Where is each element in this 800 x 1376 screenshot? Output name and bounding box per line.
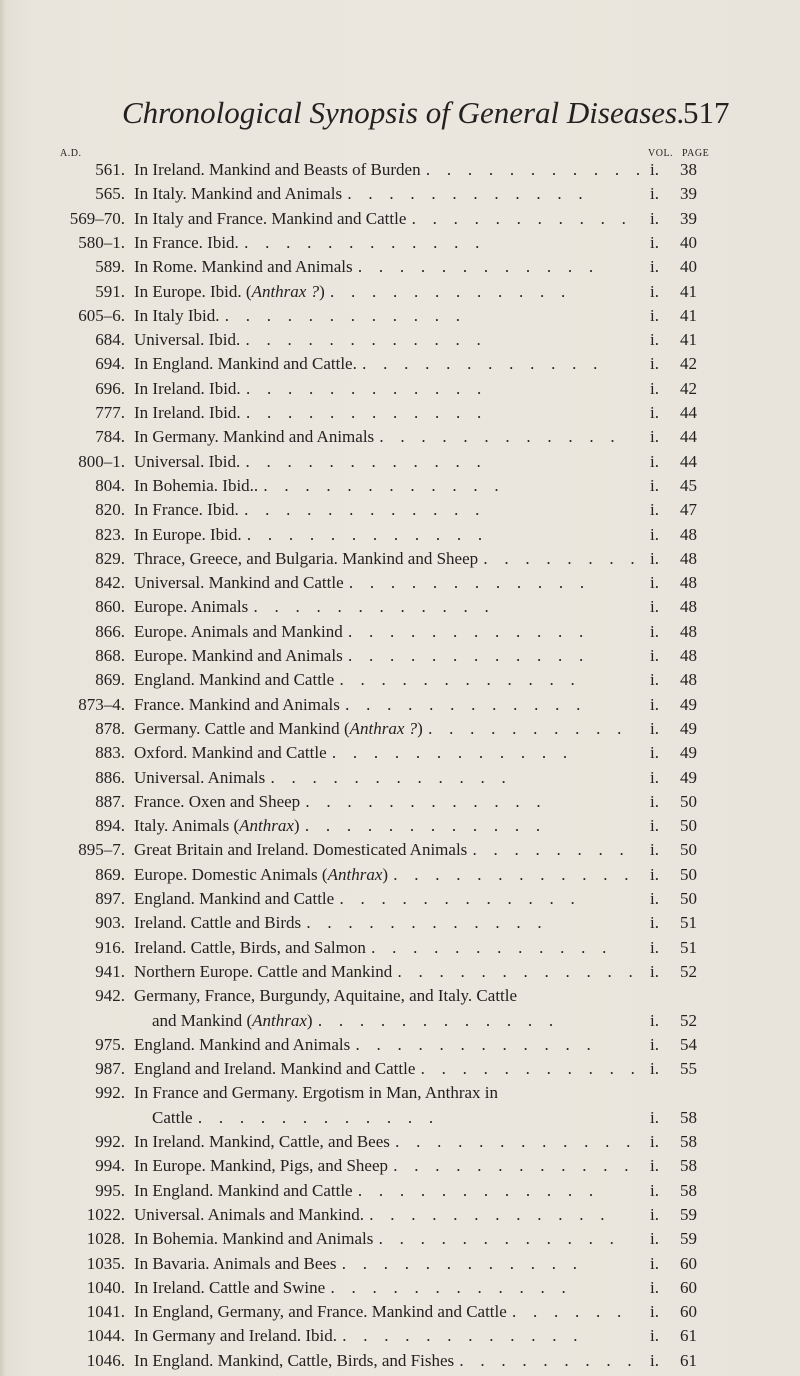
entry-volume: i.: [650, 743, 659, 763]
entry-page: 50: [680, 816, 697, 836]
entry-description: In Italy Ibid. . .: [134, 304, 639, 328]
entry-description: In Germany and Ireland. Ibid. . .: [134, 1324, 639, 1348]
table-row: [0, 693, 800, 717]
table-row: [0, 280, 800, 304]
table-row: [0, 911, 800, 935]
entry-page: 48: [680, 646, 697, 665]
entry-description: Italy. Animals (Anthrax) . .: [134, 814, 639, 838]
entry-year: 696.: [95, 378, 125, 398]
entry-year: 1041.: [86, 1302, 125, 1322]
entry-page: 38: [680, 160, 697, 179]
entry-year: 804.: [95, 475, 125, 495]
table-row: [0, 450, 800, 474]
entry-year: 591.: [95, 281, 125, 301]
entry-description: and Mankind (Anthrax) . .: [152, 1009, 657, 1033]
entry-page: 60: [680, 1277, 697, 1297]
entry-year: 992.: [95, 1132, 125, 1151]
table-row: [0, 474, 800, 498]
entry-page: 42: [680, 354, 697, 374]
entry-volume: i.: [650, 1302, 659, 1322]
entry-year: 561.: [95, 160, 125, 179]
table-row: [0, 863, 800, 887]
entry-year: 894.: [95, 816, 125, 836]
entry-volume: i.: [650, 1180, 659, 1200]
table-row: [0, 984, 800, 1008]
entry-volume: i.: [650, 1156, 659, 1176]
entry-year: 873–4.: [78, 694, 125, 714]
entry-year: 994.: [95, 1156, 125, 1176]
entry-volume: i.: [650, 354, 659, 374]
entry-page: 44: [680, 403, 697, 422]
entry-year: 868.: [95, 646, 125, 665]
table-row: [0, 547, 800, 571]
entry-page: 52: [680, 1010, 697, 1030]
entry-description: In France. Ibid. . .: [134, 231, 639, 255]
entry-description: Oxford. Mankind and Cattle . .: [134, 741, 639, 765]
entry-description: In Italy. Mankind and Animals . .: [134, 182, 639, 206]
entry-description: In France. Ibid. . .: [134, 498, 639, 522]
entry-volume: i.: [650, 281, 659, 301]
entry-description: Ireland. Cattle and Birds . .: [134, 911, 639, 935]
entry-volume: i.: [650, 791, 659, 811]
entry-year: 869.: [95, 864, 125, 884]
running-header: [0, 93, 800, 133]
entry-volume: i.: [650, 718, 659, 738]
entry-page: 48: [680, 548, 697, 568]
entry-description: Ireland. Cattle, Birds, and Salmon . .: [134, 936, 639, 960]
entry-page: 48: [680, 670, 697, 690]
entry-year: 942.: [95, 986, 125, 1006]
entry-page: 58: [680, 1180, 697, 1200]
entry-page: 39: [680, 184, 697, 204]
entry-page: 39: [680, 208, 697, 228]
entry-description: Universal. Ibid. . .: [134, 450, 639, 474]
entry-description: In Bohemia. Ibid.. . .: [134, 474, 639, 498]
entry-page: 48: [680, 597, 697, 617]
entry-page: 45: [680, 475, 697, 495]
entry-description: Europe. Animals . .: [134, 595, 639, 619]
entry-description: In France and Germany. Ergotism in Man, Anthrax in: [134, 1083, 499, 1103]
table-row: [0, 1130, 800, 1154]
entry-volume: i.: [650, 767, 659, 787]
table-row: [0, 1179, 800, 1203]
entry-year: 897.: [95, 889, 125, 908]
entry-page: 44: [680, 451, 697, 471]
entry-page: 48: [680, 573, 697, 593]
entry-year: 1044.: [86, 1326, 125, 1346]
entry-year: 895–7.: [78, 840, 125, 860]
table-row: [0, 790, 800, 814]
entry-year: 842.: [95, 573, 125, 593]
entry-description: Europe. Domestic Animals (Anthrax) . .: [134, 863, 639, 887]
table-row: [0, 255, 800, 279]
entry-volume: i.: [650, 840, 659, 860]
entry-page: 41: [680, 305, 697, 325]
entry-volume: i.: [650, 621, 659, 641]
entry-page: 40: [680, 232, 697, 252]
table-row: [0, 1227, 800, 1251]
table-row: [0, 1349, 800, 1373]
entry-description: Universal. Animals . .: [134, 766, 639, 790]
entry-year: 1035.: [86, 1253, 125, 1273]
entry-page: 42: [680, 378, 697, 398]
table-row: [0, 766, 800, 790]
column-header-page: PAGE: [682, 148, 710, 159]
entry-description: Germany, France, Burgundy, Aquitaine, and Italy. Cattle: [134, 986, 518, 1006]
entry-volume: i.: [650, 864, 659, 884]
entry-volume: i.: [650, 694, 659, 714]
entry-volume: i.: [650, 160, 659, 179]
entry-description: In Ireland. Cattle and Swine . .: [134, 1276, 639, 1300]
entry-volume: i.: [650, 208, 659, 228]
entry-page: 61: [680, 1350, 697, 1370]
entry-description: In Europe. Ibid. . .: [134, 523, 639, 547]
entry-volume: i.: [650, 378, 659, 398]
table-row: [0, 1300, 800, 1324]
entry-description: In Rome. Mankind and Animals . .: [134, 255, 639, 279]
table-row: [0, 1106, 800, 1130]
table-row: [0, 498, 800, 522]
column-header-vol: VOL.: [648, 148, 674, 159]
entry-page: 60: [680, 1253, 697, 1273]
entry-volume: i.: [650, 646, 659, 665]
entry-year: 883.: [95, 743, 125, 763]
table-row: [0, 595, 800, 619]
entry-description: Europe. Animals and Mankind . .: [134, 620, 639, 644]
entry-page: 60: [680, 1302, 697, 1322]
table-row: [0, 717, 800, 741]
entry-year: 694.: [95, 354, 125, 374]
entry-page: 48: [680, 524, 697, 544]
entry-description: England. Mankind and Cattle . .: [134, 668, 639, 692]
table-row: [0, 936, 800, 960]
entry-description: Europe. Mankind and Animals . .: [134, 644, 639, 668]
entry-description: Northern Europe. Cattle and Mankind . .: [134, 960, 639, 984]
entry-volume: i.: [650, 597, 659, 617]
entry-year: 975.: [95, 1034, 125, 1054]
entry-page: 58: [680, 1132, 697, 1151]
entry-page: 58: [680, 1107, 697, 1127]
entry-volume: i.: [650, 913, 659, 933]
entry-year: 869.: [95, 670, 125, 690]
table-row: [0, 523, 800, 547]
entry-year: 784.: [95, 427, 125, 447]
entry-page: 59: [680, 1204, 697, 1224]
entry-page: 49: [680, 718, 697, 738]
entry-volume: i.: [650, 257, 659, 277]
entry-page: 49: [680, 767, 697, 787]
entry-page: 49: [680, 694, 697, 714]
entry-page: 51: [680, 937, 697, 957]
entry-description: Universal. Animals and Mankind. . .: [134, 1203, 639, 1227]
entry-volume: i.: [650, 816, 659, 836]
entry-page: 44: [680, 427, 697, 447]
entry-page: 50: [680, 864, 697, 884]
entry-description: In Germany. Mankind and Animals . .: [134, 425, 639, 449]
table-row: [0, 1324, 800, 1348]
entry-year: 800–1.: [78, 451, 125, 471]
entry-description: In Europe. Ibid. (Anthrax ?) . .: [134, 280, 639, 304]
table-row: [0, 1033, 800, 1057]
entry-volume: i.: [650, 1034, 659, 1054]
table-row: [0, 425, 800, 449]
entry-description: France. Oxen and Sheep . .: [134, 790, 639, 814]
entry-volume: i.: [650, 1229, 659, 1249]
entry-year: 1046.: [86, 1350, 125, 1370]
entry-description: In England. Mankind and Cattle. . .: [134, 352, 639, 376]
entry-volume: i.: [650, 1326, 659, 1346]
entry-volume: i.: [650, 451, 659, 471]
entry-year: 589.: [95, 257, 125, 277]
entry-page: 50: [680, 889, 697, 908]
entry-volume: i.: [650, 937, 659, 957]
entry-year: 569–70.: [69, 208, 125, 228]
entry-year: 823.: [95, 524, 125, 544]
entry-year: 878.: [95, 718, 125, 738]
entry-year: 987.: [95, 1059, 125, 1079]
entry-volume: i.: [650, 524, 659, 544]
entry-description: In England. Mankind, Cattle, Birds, and Fishes . .: [134, 1349, 639, 1373]
entry-page: 47: [680, 500, 697, 520]
entry-page: 51: [680, 913, 697, 933]
entry-volume: i.: [650, 670, 659, 690]
entry-page: 55: [680, 1059, 697, 1079]
entry-year: 860.: [95, 597, 125, 617]
table-row: [0, 1154, 800, 1178]
entry-description: In Ireland. Mankind and Beasts of Burden . .: [134, 158, 639, 182]
table-row: [0, 668, 800, 692]
table-row: [0, 401, 800, 425]
entry-volume: i.: [650, 1204, 659, 1224]
entry-page: 59: [680, 1229, 697, 1249]
entry-volume: i.: [650, 1059, 659, 1079]
entry-page: 50: [680, 791, 697, 811]
entry-volume: i.: [650, 403, 659, 422]
table-row: [0, 207, 800, 231]
entry-description: England. Mankind and Animals . .: [134, 1033, 639, 1057]
table-row: [0, 1203, 800, 1227]
table-row: [0, 887, 800, 911]
header-title: Chronological Synopsis of General Diseases.: [122, 95, 685, 130]
table-row: [0, 1057, 800, 1081]
entry-description: In Ireland. Mankind, Cattle, and Bees . .: [134, 1130, 639, 1154]
entry-volume: i.: [650, 1132, 659, 1151]
entry-page: 41: [680, 281, 697, 301]
entry-volume: i.: [650, 184, 659, 204]
entry-volume: i.: [650, 232, 659, 252]
entry-year: 992.: [95, 1083, 125, 1103]
entry-year: 1028.: [86, 1229, 125, 1249]
entry-year: 605–6.: [78, 305, 125, 325]
entry-year: 866.: [95, 621, 125, 641]
table-row: [0, 741, 800, 765]
table-row: [0, 571, 800, 595]
entry-year: 903.: [95, 913, 125, 933]
entry-year: 820.: [95, 500, 125, 520]
entry-volume: i.: [650, 573, 659, 593]
entry-year: 1040.: [86, 1277, 125, 1297]
entry-year: 684.: [95, 330, 125, 350]
entry-volume: i.: [650, 548, 659, 568]
entry-page: 50: [680, 840, 697, 860]
page-number: 517: [683, 95, 730, 130]
entry-page: 52: [680, 961, 697, 981]
entry-description: In Italy and France. Mankind and Cattle . .: [134, 207, 639, 231]
entry-description: England. Mankind and Cattle . .: [134, 887, 639, 911]
entry-volume: i.: [650, 330, 659, 350]
entry-year: 777.: [95, 403, 125, 422]
table-row: [0, 644, 800, 668]
table-row: [0, 1276, 800, 1300]
entry-year: 580–1.: [78, 232, 125, 252]
table-row: [0, 1252, 800, 1276]
entry-volume: i.: [650, 305, 659, 325]
entry-description: France. Mankind and Animals . .: [134, 693, 639, 717]
entry-page: 61: [680, 1326, 697, 1346]
entry-description: In England. Mankind and Cattle . .: [134, 1179, 639, 1203]
table-row: [0, 620, 800, 644]
entry-year: 887.: [95, 791, 125, 811]
entry-volume: i.: [650, 475, 659, 495]
entry-description: In Europe. Mankind, Pigs, and Sheep . .: [134, 1154, 639, 1178]
entry-page: 41: [680, 330, 697, 350]
entry-description: Cattle . .: [152, 1106, 657, 1130]
entry-year: 941.: [95, 961, 125, 981]
entry-volume: i.: [650, 889, 659, 908]
entry-volume: i.: [650, 427, 659, 447]
entry-description: Germany. Cattle and Mankind (Anthrax ?) . .: [134, 717, 639, 741]
entry-volume: i.: [650, 961, 659, 981]
entry-description: In England, Germany, and France. Mankind and Cattle . .: [134, 1300, 639, 1324]
entry-description: Great Britain and Ireland. Domesticated Animals . .: [134, 838, 639, 862]
entry-year: 886.: [95, 767, 125, 787]
entry-description: In Ireland. Ibid. . .: [134, 401, 639, 425]
entry-description: Universal. Ibid. . .: [134, 328, 639, 352]
table-row: [0, 304, 800, 328]
table-row: [0, 1009, 800, 1033]
entry-description: In Bavaria. Animals and Bees . .: [134, 1252, 639, 1276]
entry-year: 829.: [95, 548, 125, 568]
entry-description: Thrace, Greece, and Bulgaria. Mankind and Sheep . .: [134, 547, 639, 571]
entry-description: In Bohemia. Mankind and Animals . .: [134, 1227, 639, 1251]
table-row: [0, 328, 800, 352]
entry-page: 48: [680, 621, 697, 641]
entry-description: In Ireland. Ibid. . .: [134, 377, 639, 401]
table-row: [0, 182, 800, 206]
entry-year: 1022.: [86, 1204, 125, 1224]
entry-volume: i.: [650, 1010, 659, 1030]
table-row: [0, 960, 800, 984]
table-row: [0, 231, 800, 255]
entry-year: 565.: [95, 184, 125, 204]
entry-page: 40: [680, 257, 697, 277]
entry-volume: i.: [650, 500, 659, 520]
table-row: [0, 838, 800, 862]
table-row: [0, 158, 800, 182]
entry-volume: i.: [650, 1350, 659, 1370]
entry-year: 916.: [95, 937, 125, 957]
table-row: [0, 352, 800, 376]
table-row: [0, 814, 800, 838]
entry-page: 49: [680, 743, 697, 763]
entry-description: Universal. Mankind and Cattle . .: [134, 571, 639, 595]
entry-page: 58: [680, 1156, 697, 1176]
entry-year: 995.: [95, 1180, 125, 1200]
entry-page: 54: [680, 1034, 697, 1054]
column-header-ad: A.D.: [60, 148, 82, 159]
entry-description: England and Ireland. Mankind and Cattle . .: [134, 1057, 639, 1081]
entry-volume: i.: [650, 1253, 659, 1273]
entry-volume: i.: [650, 1277, 659, 1297]
table-row: [0, 377, 800, 401]
entry-volume: i.: [650, 1107, 659, 1127]
table-row: [0, 1081, 800, 1105]
